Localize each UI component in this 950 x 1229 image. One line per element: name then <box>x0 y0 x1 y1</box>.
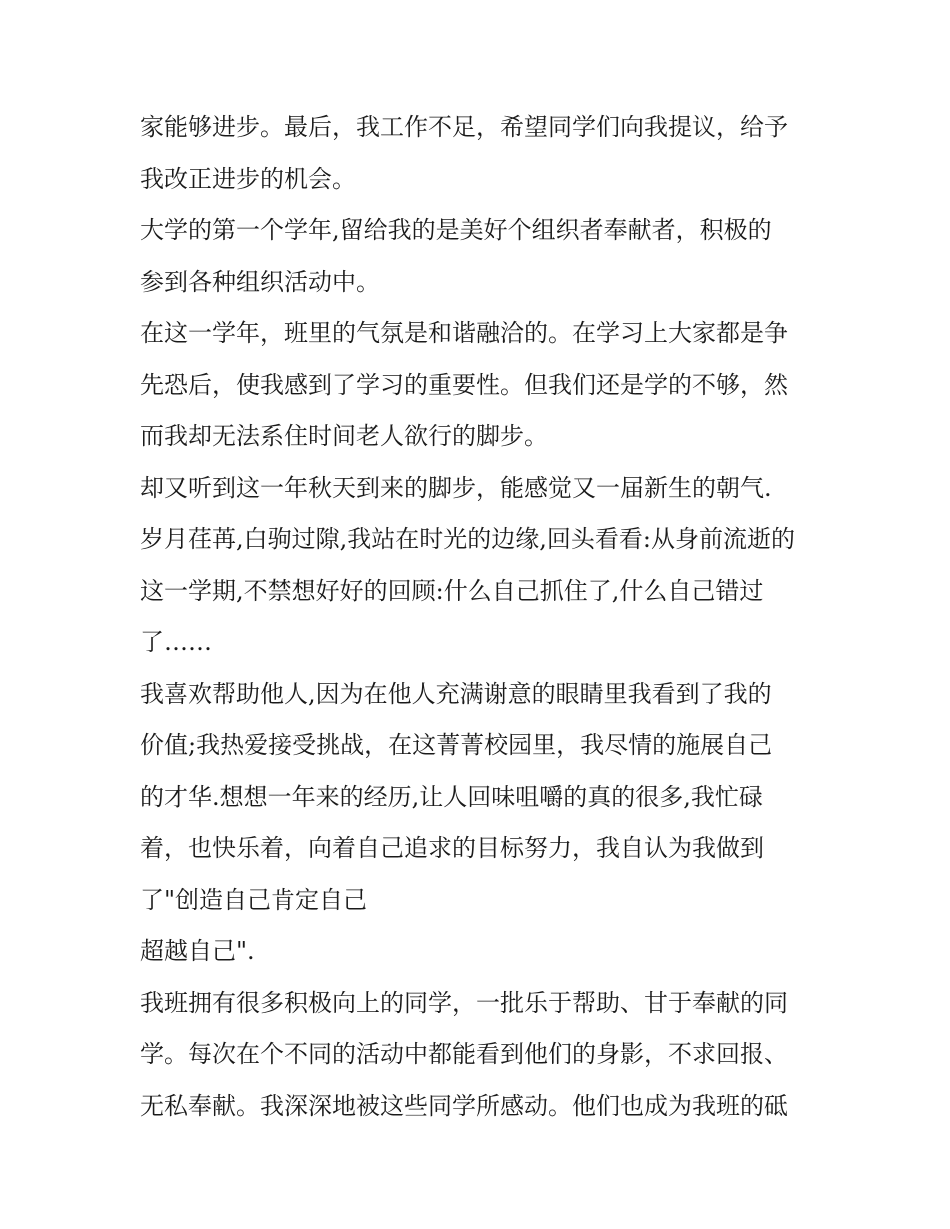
text-line: 学。每次在个不同的活动中都能看到他们的身影，不求回报、 <box>140 1040 788 1068</box>
text-line: 我班拥有很多积极向上的同学，一批乐于帮助、甘于奉献的同 <box>140 988 788 1017</box>
text-line: 参到各种组织活动中。 <box>140 267 380 296</box>
text-line: 超越自己". <box>140 937 255 965</box>
text-line: 家能够进步。最后，我工作不足，希望同学们向我提议，给予 <box>140 113 788 141</box>
text-line: 我喜欢帮助他人,因为在他人充满谢意的眼睛里我看到了我的 <box>140 679 772 708</box>
text-line: 价值;我热爱接受挑战，在这菁菁校园里，我尽情的施展自己 <box>140 731 773 759</box>
text-line: 无私奉献。我深深地被这些同学所感动。他们也成为我班的砥 <box>140 1091 788 1120</box>
text-line: 着，也快乐着，向着自己追求的目标努力，我自认为我做到 <box>140 834 764 862</box>
text-line: 这一学期,不禁想好好的回顾:什么自己抓住了,什么自己错过 <box>140 576 764 605</box>
text-line: 了"创造自己肯定自己 <box>140 885 368 914</box>
text-line: 大学的第一个学年,留给我的是美好个组织者奉献者，积极的 <box>140 216 772 244</box>
text-line: 的才华.想想一年来的经历,让人回味咀嚼的真的很多,我忙碌 <box>140 782 763 811</box>
text-line: 却又听到这一年秋天到来的脚步，能感觉又一届新生的朝气. <box>140 473 772 502</box>
body-text <box>140 102 820 1132</box>
text-line: 岁月荏苒,白驹过隙,我站在时光的边缘,回头看看:从身前流逝的 <box>140 525 795 553</box>
text-line: 我改正进步的机会。 <box>140 164 356 193</box>
text-line: 先恐后，使我感到了学习的重要性。但我们还是学的不够，然 <box>140 370 788 399</box>
text-line: 而我却无法系住时间老人欲行的脚步。 <box>140 422 548 450</box>
text-line: 在这一学年，班里的气氛是和谐融洽的。在学习上大家都是争 <box>140 319 788 347</box>
text-line: 了…… <box>140 628 212 656</box>
